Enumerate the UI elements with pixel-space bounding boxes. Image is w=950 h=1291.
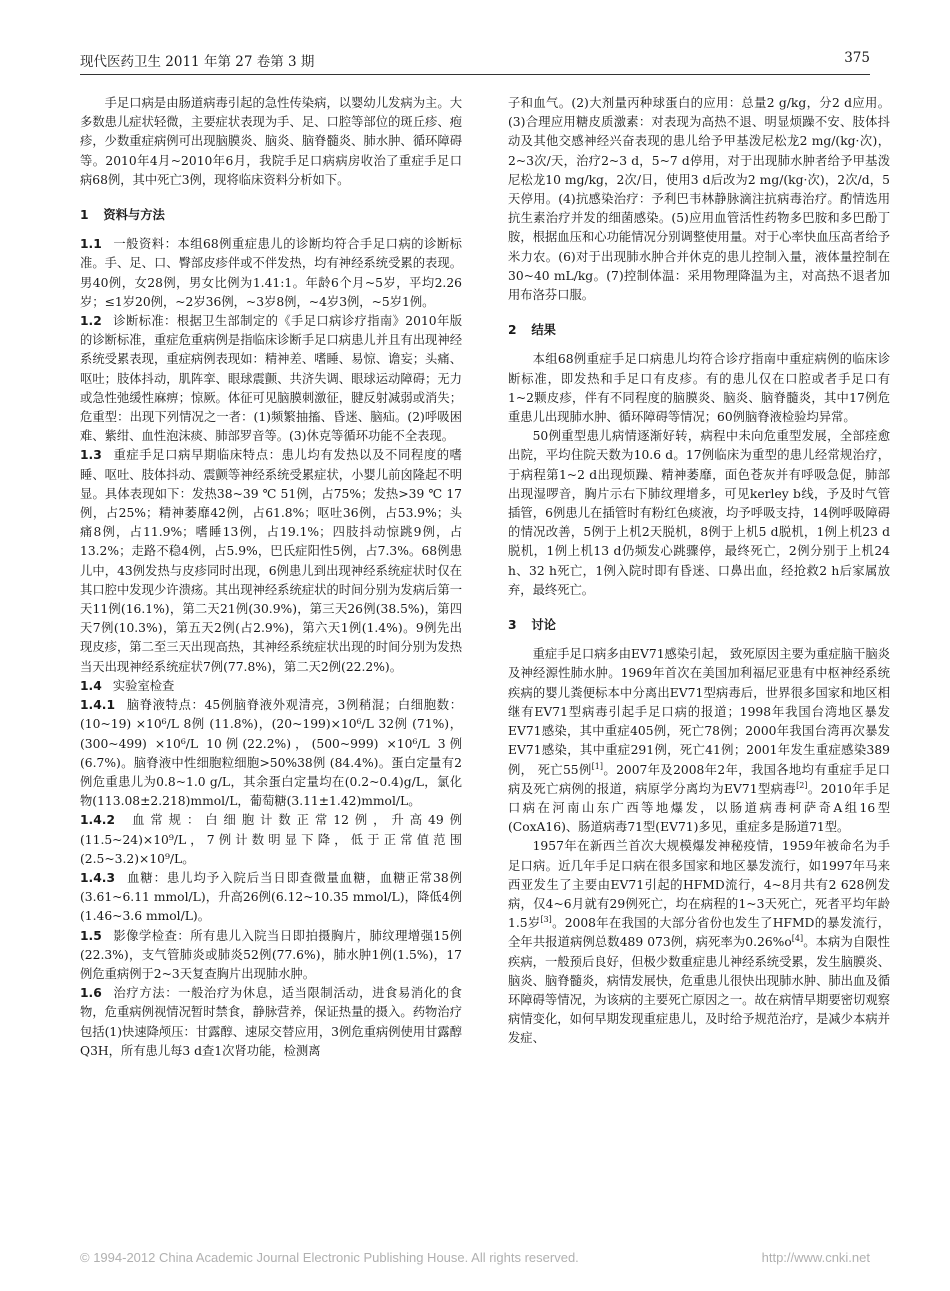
discussion-paragraph-2: 1957年在新西兰首次大规模爆发神秘疫情，1959年被命名为手足口病。近几年手足口病在很多国家和地区暴发流行，如1997年马来西亚发生了主要由EV71引起的HFMD流行，4~8月共有2 628例发病，仅4~6月就有29例死亡，均在病程的1~3天死亡，死者平均年龄1.5岁[3]。2008年在我国的大部分省份也发生了HFMD的暴发流行，全年共报道病例总数489 073例，病死率为0.26%o[4]。本病为自限性疾病，一般预后良好，但极少数重症患儿神经系统受累，发生脑膜炎、脑炎、脑脊髓炎，病情发展快，危重患儿很快出现肺水肿、肺出血及循环障碍等情况，为该病的主要死亡原因之一。故在病情早期要密切观察病情变化，如何早期发现重症患儿，及时给予规范治疗，是减少本病并发症、 <box>508 839 890 1046</box>
paragraph-1-4-2: 1.4.2 血常规：白细胞计数正常12例，升高49例(11.5~24)×10⁹/L，7例计数明显下降，低于正常值范围(2.5~3.2)×10⁹/L。 <box>80 813 462 866</box>
citation-2[interactable]: [2] <box>796 780 808 790</box>
section-heading-methods: 1 资料与方法 <box>80 208 165 223</box>
paragraph-1-5: 1.5 影像学检查：所有患儿入院当日即拍摄胸片，肺纹理增强15例(22.3%)，支气管肺炎或肺炎52例(77.6%)，肺水肿1例(1.5%)，17例危重病例于2~3天复查胸片出现肺水肿。 <box>80 928 462 981</box>
right-column <box>508 94 890 1049</box>
header-rule <box>80 74 870 75</box>
paragraph-1-4-3: 1.4.3 血糖：患儿均予入院后当日即查微量血糖，血糖正常38例(3.61~6.11 mmol/L)，升高26例(6.12~10.35 mmol/L)，降低4例(1.46~3.6 mmol/L)。 <box>80 870 462 924</box>
citation-1[interactable]: [1] <box>591 761 604 771</box>
citation-3[interactable]: [3] <box>540 915 552 925</box>
citation-4[interactable]: [4] <box>791 934 804 944</box>
heading-1-4: 1.4 实验室检查 <box>80 678 175 693</box>
paragraph-1-6-continued: 子和血气。(2)大剂量丙种球蛋白的应用：总量2 g/kg，分2 d应用。(3)合理应用糖皮质激素：对表现为高热不退、明显烦躁不安、肢体抖动及其他交感神经兴奋表现的患儿给予甲基泼尼松龙2 mg/(kg·次)，2~3次/天，治疗2~3 d，5~7 d停用，对于出现肺水肿者给予甲基泼尼松龙10 mg/kg，2次/日，使用3 d后改为2 mg/(kg·次)，2次/d，5天停用。(4)抗感染治疗：予利巴韦林静脉滴注抗病毒治疗。酌情选用抗生素治疗并发的细菌感染。(5)应用血管活性药物多巴胺和多巴酚丁胺，根据血压和心功能情况分别调整使用量。对于心率快血压高者给予米力农。(6)对于出现肺水肿合并休克的患儿控制入量，液体量控制在30~40 mL/kg。(7)控制体温：采用物理降温为主，对高热不退者加用布洛芬口服。 <box>508 96 890 303</box>
page-number: 375 <box>844 50 870 66</box>
discussion-paragraph-1: 重症手足口病多由EV71感染引起， 致死原因主要为重症脑干脑炎及神经源性肺水肿。1969年首次在美国加利福尼亚患有中枢神经系统疾病的婴儿粪便标本中分离出EV71型病毒后，世界很多国家和地区相继有EV71型病毒引起手足口病的报道；1998年我国台湾地区暴发EV71感染，其中重症405例，死亡78例；2000年我国台湾再次暴发EV71感染，其中重症291例，死亡41例；2001年发生重症感染389例， 死亡55例[1]。2007年及2008年2年，我国各地均有重症手足口病及死亡病例的报道，病原学分离均为EV71型病毒[2]。2010年手足口病在河南山东广西等地爆发，以肠道病毒柯萨奇A组16型(CoxA16)、肠道病毒71型(EV71)多见，重症多是肠道71型。 <box>508 647 890 835</box>
results-paragraph-1: 本组68例重症手足口病患儿均符合诊疗指南中重症病例的临床诊断标准，即发热和手足口有皮疹。有的患儿仅在口腔或者手足口有1~2颗皮疹，伴有不同程度的脑膜炎、脑炎、脑脊髓炎，其中17例危重患儿出现肺水肿、循环障碍等情况；60例脑脊液检验均异常。 <box>508 352 890 425</box>
left-column <box>80 94 462 1061</box>
results-paragraph-2: 50例重型患儿病情逐渐好转，病程中未向危重型发展，全部痊愈出院，平均住院天数为10.6 d。17例临床为重型的患儿经常规治疗，于病程第1~2 d出现烦躁、精神萎靡，面色苍灰并有呼吸急促，肺部出现湿啰音，胸片示右下肺纹理增多，可见kerley b线，予及时气管插管，6例患儿在插管时有粉红色痰液，均予呼吸支持，14例呼吸障碍的情况改善，5例于上机2天脱机，8例于上机5 d脱机，1例上机23 d脱机，1例上机13 d仍频发心跳骤停，最终死亡，2例分别于上机24 h、32 h死亡，1例入院时即有昏迷、口鼻出血，经抢救2 h后家属放弃，最终死亡。 <box>508 429 890 597</box>
paragraph-1-2: 1.2 诊断标准：根据卫生部制定的《手足口病诊疗指南》2010年版的诊断标准，重症危重病例是指临床诊断手足口病患儿并且有出现神经系统受累表现，重症病例表现如：精神差、嗜睡、易惊、谵妄；头痛、呕吐；肢体抖动，肌阵挛、眼球震颤、共济失调、眼球运动障碍；无力或急性弛缓性麻痹；惊厥。体征可见脑膜刺激征，腱反射减弱或消失；危重型：出现下列情况之一者：(1)频繁抽搐、昏迷、脑疝。(2)呼吸困难、紫绀、血性泡沫痰、肺部罗音等。(3)休克等循环功能不全表现。 <box>80 314 462 444</box>
paragraph-1-6: 1.6 治疗方法：一般治疗为休息，适当限制活动，进食易消化的食物，危重病例视情况暂时禁食，静脉营养，保证热量的摄入。药物治疗包括(1)快速降颅压：甘露醇、速尿交替应用，3例危重病例使用甘露醇Q3H，所有患儿每3 d查1次肾功能，检测离 <box>80 986 462 1058</box>
journal-title: 现代医药卫生 2011 年第 27 卷第 3 期 <box>80 54 315 70</box>
intro-paragraph: 手足口病是由肠道病毒引起的急性传染病，以婴幼儿发病为主。大多数患儿症状轻微，主要症状表现为手、足、口腔等部位的斑丘疹、疱疹，少数重症病例可出现脑膜炎、脑炎、脑脊髓炎、肺水肿、循环障碍等。2010年4月~2010年6月，我院手足口病病房收治了重症手足口病68例，其中死亡3例，现将临床资料分析如下。 <box>80 96 462 187</box>
running-header <box>80 46 870 70</box>
section-heading-discussion: 3 讨论 <box>508 618 556 633</box>
paragraph-1-1: 1.1 一般资料：本组68例重症患儿的诊断均符合手足口病的诊断标准。手、足、口、臀部皮疹伴或不伴发热，均有神经系统受累的表现。男40例，女28例，男女比例为1.41:1。年龄6个月~5岁，平均2.26岁；≤1岁20例，~2岁36例，~3岁8例，~4岁3例，~5岁1例。 <box>80 237 462 309</box>
paragraph-1-3: 1.3 重症手足口病早期临床特点：患儿均有发热以及不同程度的嗜睡、呕吐、肢体抖动、震颤等神经系统受累症状，小婴儿前囟隆起不明显。具体表现如下：发热38~39 ℃ 51例，占75%；发热>39 ℃ 17例，占25%；精神萎靡42例，占61.8%；呕吐36例，占53.9%；头痛8例，占11.9%；嗜睡13例，占19.1%；四肢抖动惊跳9例，占13.2%；走路不稳4例，占5.9%，巴氏症阳性5例，占7.3%。68例患儿中，43例发热与皮疹同时出现，6例患儿到出现神经系统症状时仅在其口腔中发现少许溃疡。其出现神经系统症状的时间分别为发病后第一天11例(16.1%)，第二天21例(30.9%)，第三天26例(38.5%)，第四天7例(10.3%)，第五天2例(占2.9%)，第六天1例(1.4%)。9例先出现皮疹，第二至三天出现高热，其神经系统症状出现的时间分别为发热当天出现神经系统症状7例(77.8%)，第二天2例(22.2%)。 <box>80 448 462 674</box>
copyright-notice: © 1994-2012 China Academic Journal Electronic Publishing House. All rights reserved. <box>80 1250 579 1265</box>
site-link[interactable]: http://www.cnki.net <box>761 1250 870 1265</box>
watermark-footer <box>80 1250 870 1268</box>
section-heading-results: 2 结果 <box>508 323 556 338</box>
paragraph-1-4-1: 1.4.1 脑脊液特点：45例脑脊液外观清亮，3例稍混；白细胞数：(10~19) ×10⁶/L 8例 (11.8%)，(20~199)×10⁶/L 32例 (71%)，(300~499) ×10⁶/L 10例(22.2%)，(500~999) ×10⁶/L 3例(6.7%)。脑脊液中性细胞粒细胞>50%38例 (84.4%)。蛋白定量有2例危重患儿为0.8~1.0 g/L，其余蛋白定量均在(0.2~0.4)g/L，氯化物(113.08±2.218)mmol/L，葡萄糖(3.11±1.42)mmol/L。 <box>80 698 462 809</box>
